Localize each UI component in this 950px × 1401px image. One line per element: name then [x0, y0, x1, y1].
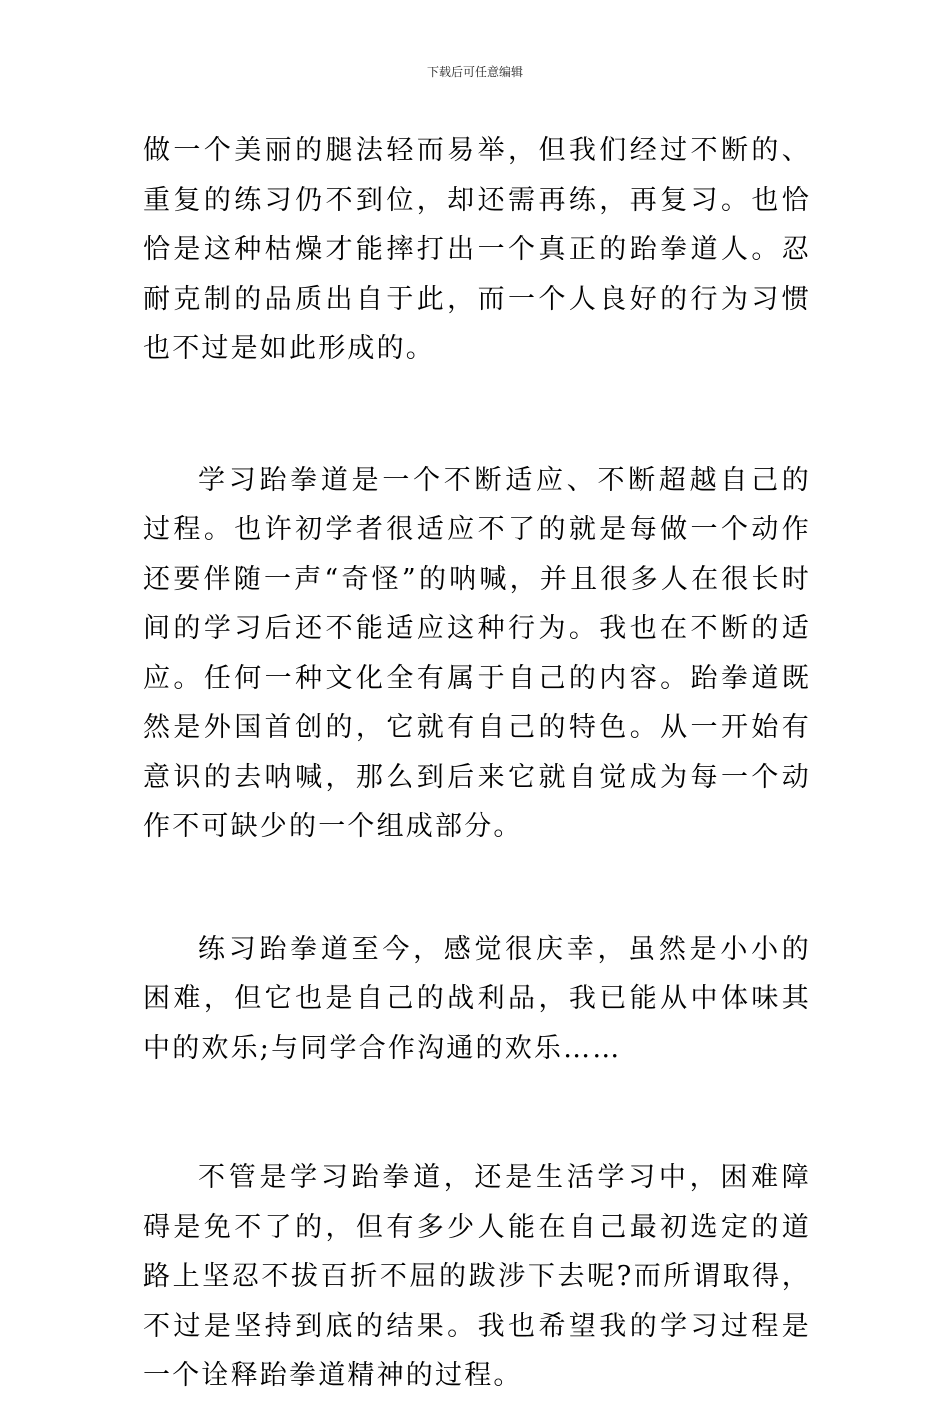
- paragraph-1: 做一个美丽的腿法轻而易举，但我们经过不断的、重复的练习仍不到位，却还需再练，再复习。也恰恰是这种枯燥才能摔打出一个真正的跆拳道人。忍耐克制的品质出自于此，而一个人良好的行为习惯也不过是如此形成的。: [143, 135, 811, 364]
- paragraph-2: 学习跆拳道是一个不断适应、不断超越自己的过程。也许初学者很适应不了的就是每做一个动作还要伴随一声“奇怪”的呐喊，并且很多人在很长时间的学习后还不能适应这种行为。我也在不断的适应。任何一种文化全有属于自己的内容。跆拳道既然是外国首创的，它就有自己的特色。从一开始有意识的去呐喊，那么到后来它就自觉成为每一个动作不可缺少的一个组成部分。: [143, 464, 811, 842]
- paragraph-3: 练习跆拳道至今，感觉很庆幸，虽然是小小的困难，但它也是自己的战利品，我已能从中体味其中的欢乐;与同学合作沟通的欢乐……: [143, 933, 811, 1064]
- document-body: [143, 126, 811, 1401]
- page-header-note: 下载后可任意编辑: [426, 65, 523, 79]
- paragraph-4: 不管是学习跆拳道，还是生活学习中，困难障碍是免不了的，但有多少人能在自己最初选定的道路上坚忍不拔百折不屈的跋涉下去呢?而所谓取得，不过是坚持到底的结果。我也希望我的学习过程是一个诠释跆拳道精神的过程。: [143, 1162, 811, 1391]
